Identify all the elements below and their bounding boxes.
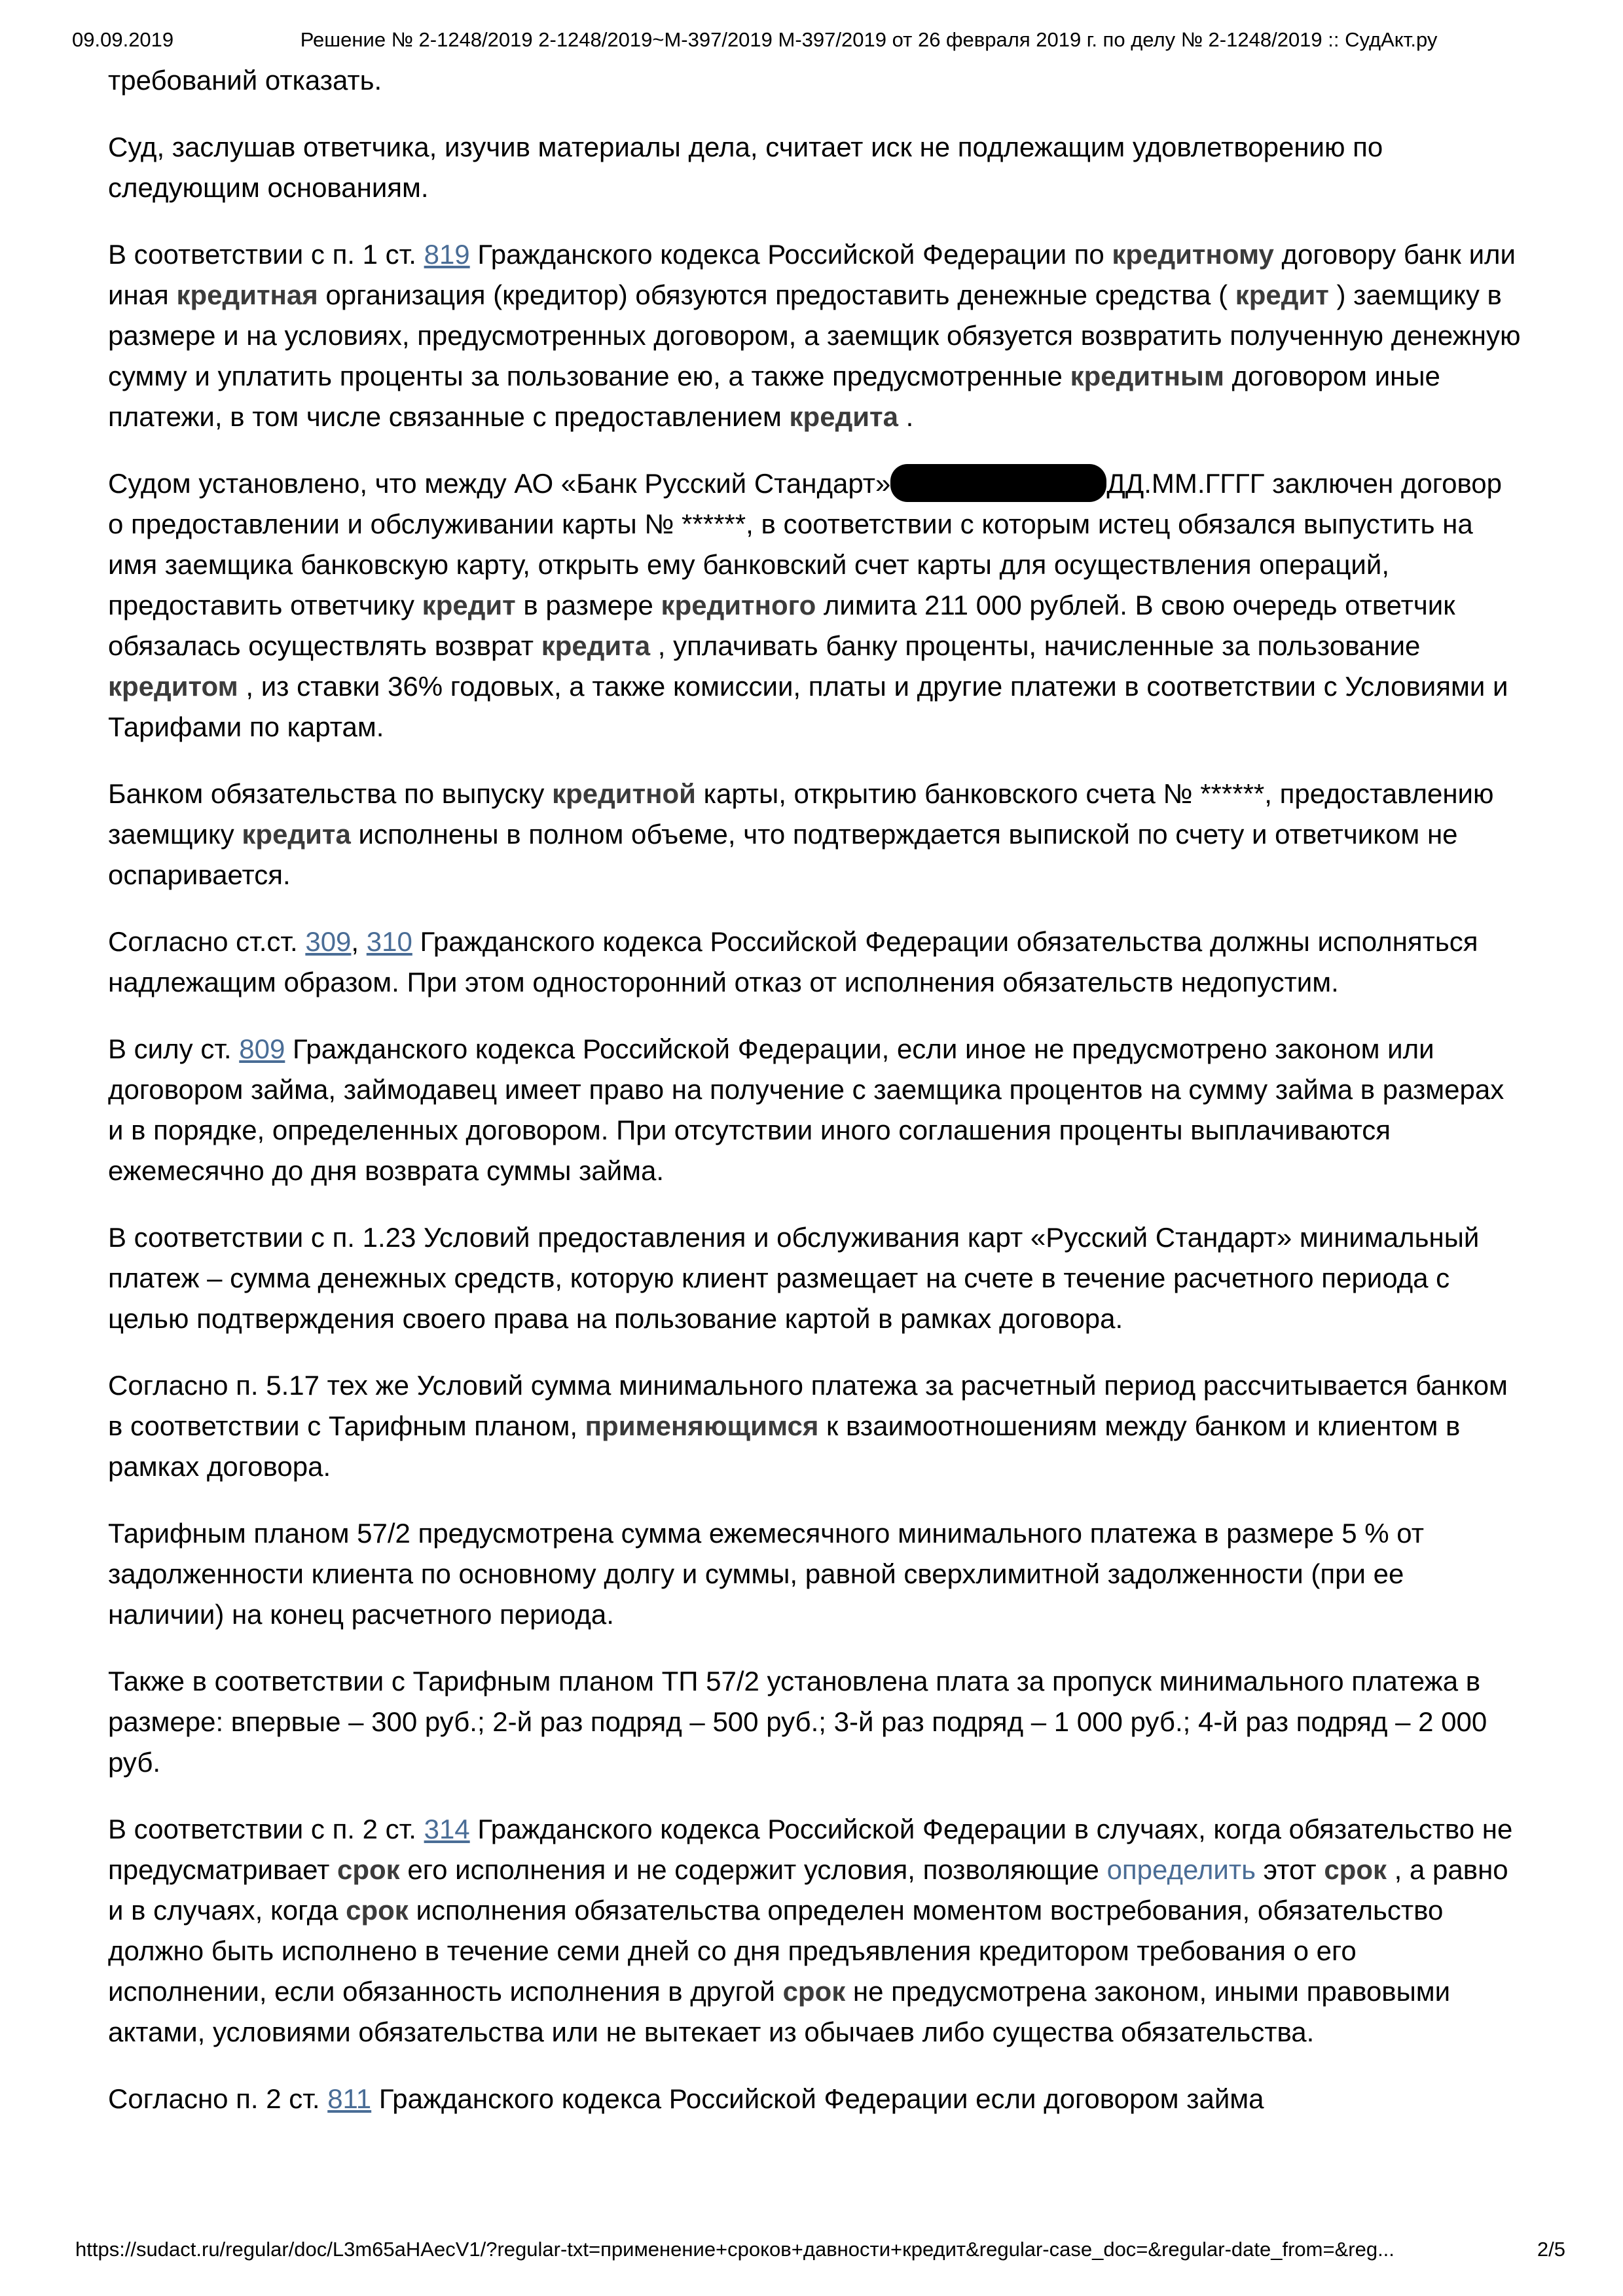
highlighted-term: кредита <box>789 401 898 432</box>
redaction-bar <box>890 464 1106 502</box>
print-date: 09.09.2019 <box>72 28 174 51</box>
statute-link[interactable]: 819 <box>424 239 470 270</box>
highlighted-term: кредитному <box>1112 239 1274 270</box>
print-header <box>72 27 1564 52</box>
statute-link[interactable]: 809 <box>239 1033 285 1064</box>
paragraph: Банком обязательства по выпуску кредитной карты, открытию банковского счета № ******, предоставлению заемщику кредита исполнены в полном объеме, что подтверждается выпиской по счету и ответчиком не оспаривается. <box>108 778 1494 890</box>
paragraph: В силу ст. 809 Гражданского кодекса Российской Федерации, если иное не предусмотрено законом или договором займа, займодавец имеет право на получение с заемщика процентов на сумму займа в размерах и в порядке, определенных договором. При отсутствии иного соглашения проценты выплачиваются ежемесячно до дня возврата суммы займа. <box>108 1033 1504 1186</box>
paragraph: Согласно ст.ст. 309, 310 Гражданского кодекса Российской Федерации обязательства должны исполняться надлежащим образом. При этом односторонний отказ от исполнения обязательств недопустим. <box>108 926 1478 997</box>
paragraph: Тарифным планом 57/2 предусмотрена сумма ежемесячного минимального платежа в размере 5 % от задолженности клиента по основному долгу и суммы, равной сверхлимитной задолженности (при ее наличии) на конец расчетного периода. <box>108 1518 1424 1630</box>
highlighted-term: кредитной <box>552 778 697 809</box>
paragraph: В соответствии с п. 2 ст. 314 Гражданского кодекса Российской Федерации в случаях, когда обязательство не предусматривает срок его исполнения и не содержит условия, позволяющие определить этот срок , а равно и в случаях, когда срок исполнения обязательства определен моментом востребования, обязательство должно быть исполнено в течение семи дней со дня предъявления кредитором требования о его исполнении, если обязанность исполнения в другой срок не предусмотрена законом, иными правовыми актами, условиями обязательства или не вытекает из обычаев либо существа обязательства. <box>108 1814 1513 2047</box>
paragraph: Судом установлено, что между АО «Банк Русский Стандарт» ДД.ММ.ГГГГ заключен договор о предоставлении и обслуживании карты № ******, в соответствии с которым истец обязался выпустить на имя заемщика банковскую карту, открыть ему банковский счет карты для осуществления операций, предоставить ответчику кредит в размере кредитного лимита 211 000 рублей. В свою очередь ответчик обязалась осуществлять возврат кредита , уплачивать банку проценты, начисленные за пользование кредитом , из ставки 36% годовых, а также комиссии, платы и другие платежи в соответствии с Условиями и Тарифами по картам. <box>108 463 1522 747</box>
print-footer <box>75 2237 1565 2262</box>
statute-link[interactable]: 310 <box>366 926 412 957</box>
paragraph: Суд, заслушав ответчика, изучив материалы дела, считает иск не подлежащим удовлетворению по следующим основаниям. <box>108 132 1383 203</box>
paragraph: Согласно п. 2 ст. 811 Гражданского кодекса Российской Федерации если договором займа <box>108 2083 1264 2114</box>
page-title: Решение № 2-1248/2019 2-1248/2019~М-397/2019 М-397/2019 от 26 февраля 2019 г. по делу № 2-1248/2019 :: СудАкт.ру <box>300 28 1438 51</box>
highlighted-term: кредитом <box>108 671 238 702</box>
document-body <box>108 60 1522 2145</box>
statute-link[interactable]: 309 <box>305 926 352 957</box>
highlighted-term: кредитным <box>1070 361 1224 391</box>
page-number: 2/5 <box>1537 2238 1565 2261</box>
statute-link[interactable]: 314 <box>424 1814 470 1844</box>
highlighted-term: кредитная <box>176 279 318 310</box>
highlighted-term: кредит <box>1235 279 1329 310</box>
highlighted-term: кредита <box>242 819 351 850</box>
highlighted-term: кредит <box>422 590 516 620</box>
statute-link[interactable]: определить <box>1106 1854 1256 1885</box>
paragraph: требований отказать. <box>108 65 382 96</box>
statute-link[interactable]: 811 <box>327 2083 372 2114</box>
highlighted-term: срок <box>346 1895 409 1926</box>
paragraph: Согласно п. 5.17 тех же Условий сумма минимального платежа за расчетный период рассчитывается банком в соответствии с Тарифным планом, применяющимся к взаимоотношениям между банком и клиентом в рамках договора. <box>108 1370 1508 1482</box>
highlighted-term: кредита <box>541 630 651 661</box>
highlighted-term: срок <box>782 1976 846 2007</box>
paragraph: В соответствии с п. 1 ст. 819 Гражданского кодекса Российской Федерации по кредитному договору банк или иная кредитная организация (кредитор) обязуются предоставить денежные средства ( кредит ) заемщику в размере и на условиях, предусмотренных договором, а заемщик обязуется возвратить полученную денежную сумму и уплатить проценты за пользование ею, а также предусмотренные кредитным договором иные платежи, в том числе связанные с предоставлением кредита . <box>108 239 1521 432</box>
paragraph: В соответствии с п. 1.23 Условий предоставления и обслуживания карт «Русский Стандарт» минимальный платеж – сумма денежных средств, которую клиент размещает на счете в течение расчетного периода с целью подтверждения своего права на пользование картой в рамках договора. <box>108 1222 1480 1334</box>
paragraph: Также в соответствии с Тарифным планом ТП 57/2 установлена плата за пропуск минимального платежа в размере: впервые – 300 руб.; 2-й раз подряд – 500 руб.; 3-й раз подряд – 1 000 руб.; 4-й раз подряд – 2 000 руб. <box>108 1666 1487 1778</box>
highlighted-term: кредитного <box>661 590 816 620</box>
highlighted-term: срок <box>337 1854 400 1885</box>
highlighted-term: применяющимся <box>585 1410 819 1441</box>
footer-url: https://sudact.ru/regular/doc/L3m65aHAecV1/?regular-txt=применение+сроков+давности+кредит&regular-case_doc=&regular-date_from=&reg... <box>75 2238 1395 2261</box>
highlighted-term: срок <box>1324 1854 1387 1885</box>
